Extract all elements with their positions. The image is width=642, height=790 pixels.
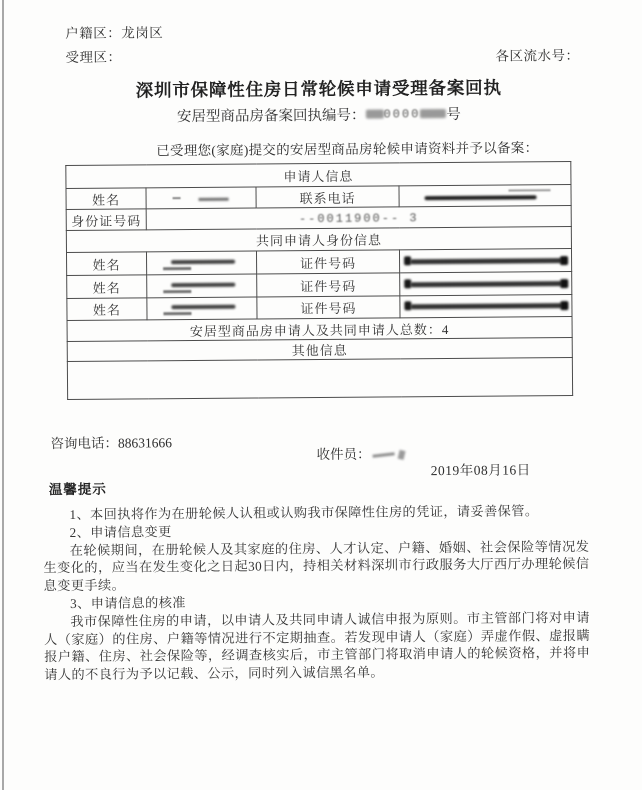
- tips-title: 温馨提示: [48, 481, 107, 498]
- tips-paragraph: 1、本回执将作为在册轮候人认租或认购我市保障性住房的凭证，请妥善保管。: [69, 503, 539, 522]
- redacted-cert-number: [404, 254, 568, 268]
- total-count-value: 4: [441, 321, 450, 337]
- phone-value: [399, 185, 571, 207]
- other-info-empty-cell: [67, 358, 572, 400]
- co-applicant-name-label: 姓名: [67, 298, 147, 321]
- redacted-id-number-partial: --0011900-- 3: [298, 211, 419, 227]
- document-date: 2019年08月16日: [430, 462, 531, 479]
- household-district-line: [65, 21, 163, 42]
- cert-number-label: 证件号码: [257, 296, 400, 319]
- other-info-header: 其他信息: [67, 338, 572, 362]
- redacted-cert-number: [404, 299, 568, 313]
- applicant-section-header: 申请人信息: [66, 162, 571, 189]
- serial-number-label: 各区流水号：: [495, 47, 580, 64]
- applicant-name-label: 姓名: [66, 188, 146, 210]
- cert-number-value: [399, 249, 571, 273]
- co-applicant-name-value: [146, 251, 256, 275]
- total-count-label: 安居型商品房申请人及共同申请人总数：: [189, 321, 442, 339]
- table-row: [67, 358, 572, 400]
- cert-number-label: 证件号码: [256, 250, 399, 274]
- tips-body: [43, 502, 590, 684]
- acceptance-district-label: 受理区：: [65, 49, 122, 65]
- redacted-cert-number: [404, 277, 568, 291]
- tips-paragraph: 2、申请信息变更: [69, 523, 172, 540]
- tips-paragraph: 3、申请信息的核准: [70, 595, 186, 611]
- serial-number-line: [495, 44, 579, 65]
- redacted-receipt-suffix: [420, 109, 446, 118]
- household-district-label: 户籍区：: [65, 25, 122, 41]
- household-district-value: 龙岗区: [121, 25, 164, 41]
- redacted-co-applicant-name: [163, 279, 241, 293]
- tips-paragraph: 我市保障性住房的申请，以申请人及共同申请人诚信申报为原则。市主管部门将对申请人（家庭）的住房、户籍等情况进行不定期抽查。若发现申请人（家庭）弄虚作假、虚报瞒报户籍、住房、社会保险等，经调查核实后，市主管部门将取消申请人的轮候资格，并将申请人的不良行为予以记载、公示，同时列入诚信黑名单。: [43, 609, 591, 683]
- intro-statement: 已受理您(家庭)提交的安居型商品房轮候申请资料并予以备案：: [156, 140, 539, 159]
- tips-paragraph: 在轮候期间，在册轮候人及其家庭的住房、人才认定、户籍、婚姻、社会保险等情况发生变化的，应当在发生变化之日起30日内，持相关材料深圳市行政服务大厅西厅办理轮候信息变更手续。: [43, 538, 590, 594]
- co-applicant-name-value: [147, 297, 257, 320]
- redacted-co-applicant-name: [163, 302, 241, 316]
- phone-label: 联系电话: [256, 186, 399, 208]
- page-title: 深圳市保障性住房日常轮候申请受理备案回执: [135, 77, 502, 101]
- id-number-label: 身份证号码: [66, 209, 146, 231]
- applicant-name-value: [146, 187, 256, 209]
- receipt-number-unit: 号: [446, 106, 461, 124]
- consult-phone-value: 88631666: [117, 435, 173, 451]
- redacted-receiver-signature: [371, 449, 407, 462]
- redacted-co-applicant-name: [163, 256, 241, 270]
- acceptance-district-line: [65, 46, 121, 66]
- co-applicant-name-label: 姓名: [67, 275, 147, 299]
- redacted-phone-number: [420, 189, 550, 202]
- co-applicant-section-header: 共同申请人身份信息: [66, 227, 571, 253]
- receiver-line: [316, 442, 406, 463]
- co-applicant-name-label: 姓名: [66, 252, 146, 276]
- redacted-applicant-name: [166, 192, 236, 205]
- cert-number-value: [400, 272, 572, 296]
- cert-number-value: [400, 295, 572, 318]
- redacted-receipt-prefix: [365, 110, 383, 119]
- consult-phone-label: 咨询电话：: [50, 435, 119, 452]
- cert-number-label: 证件号码: [257, 273, 400, 297]
- application-info-table: [65, 161, 573, 400]
- consult-phone-line: [50, 431, 172, 452]
- co-applicant-name-value: [147, 274, 257, 298]
- receiver-label: 收件员：: [316, 446, 371, 463]
- receipt-number-label: 安居型商品房备案回执编号：: [176, 107, 366, 126]
- receipt-number-visible-digits: 0000: [383, 106, 421, 122]
- receipt-number-line: [0, 101, 640, 127]
